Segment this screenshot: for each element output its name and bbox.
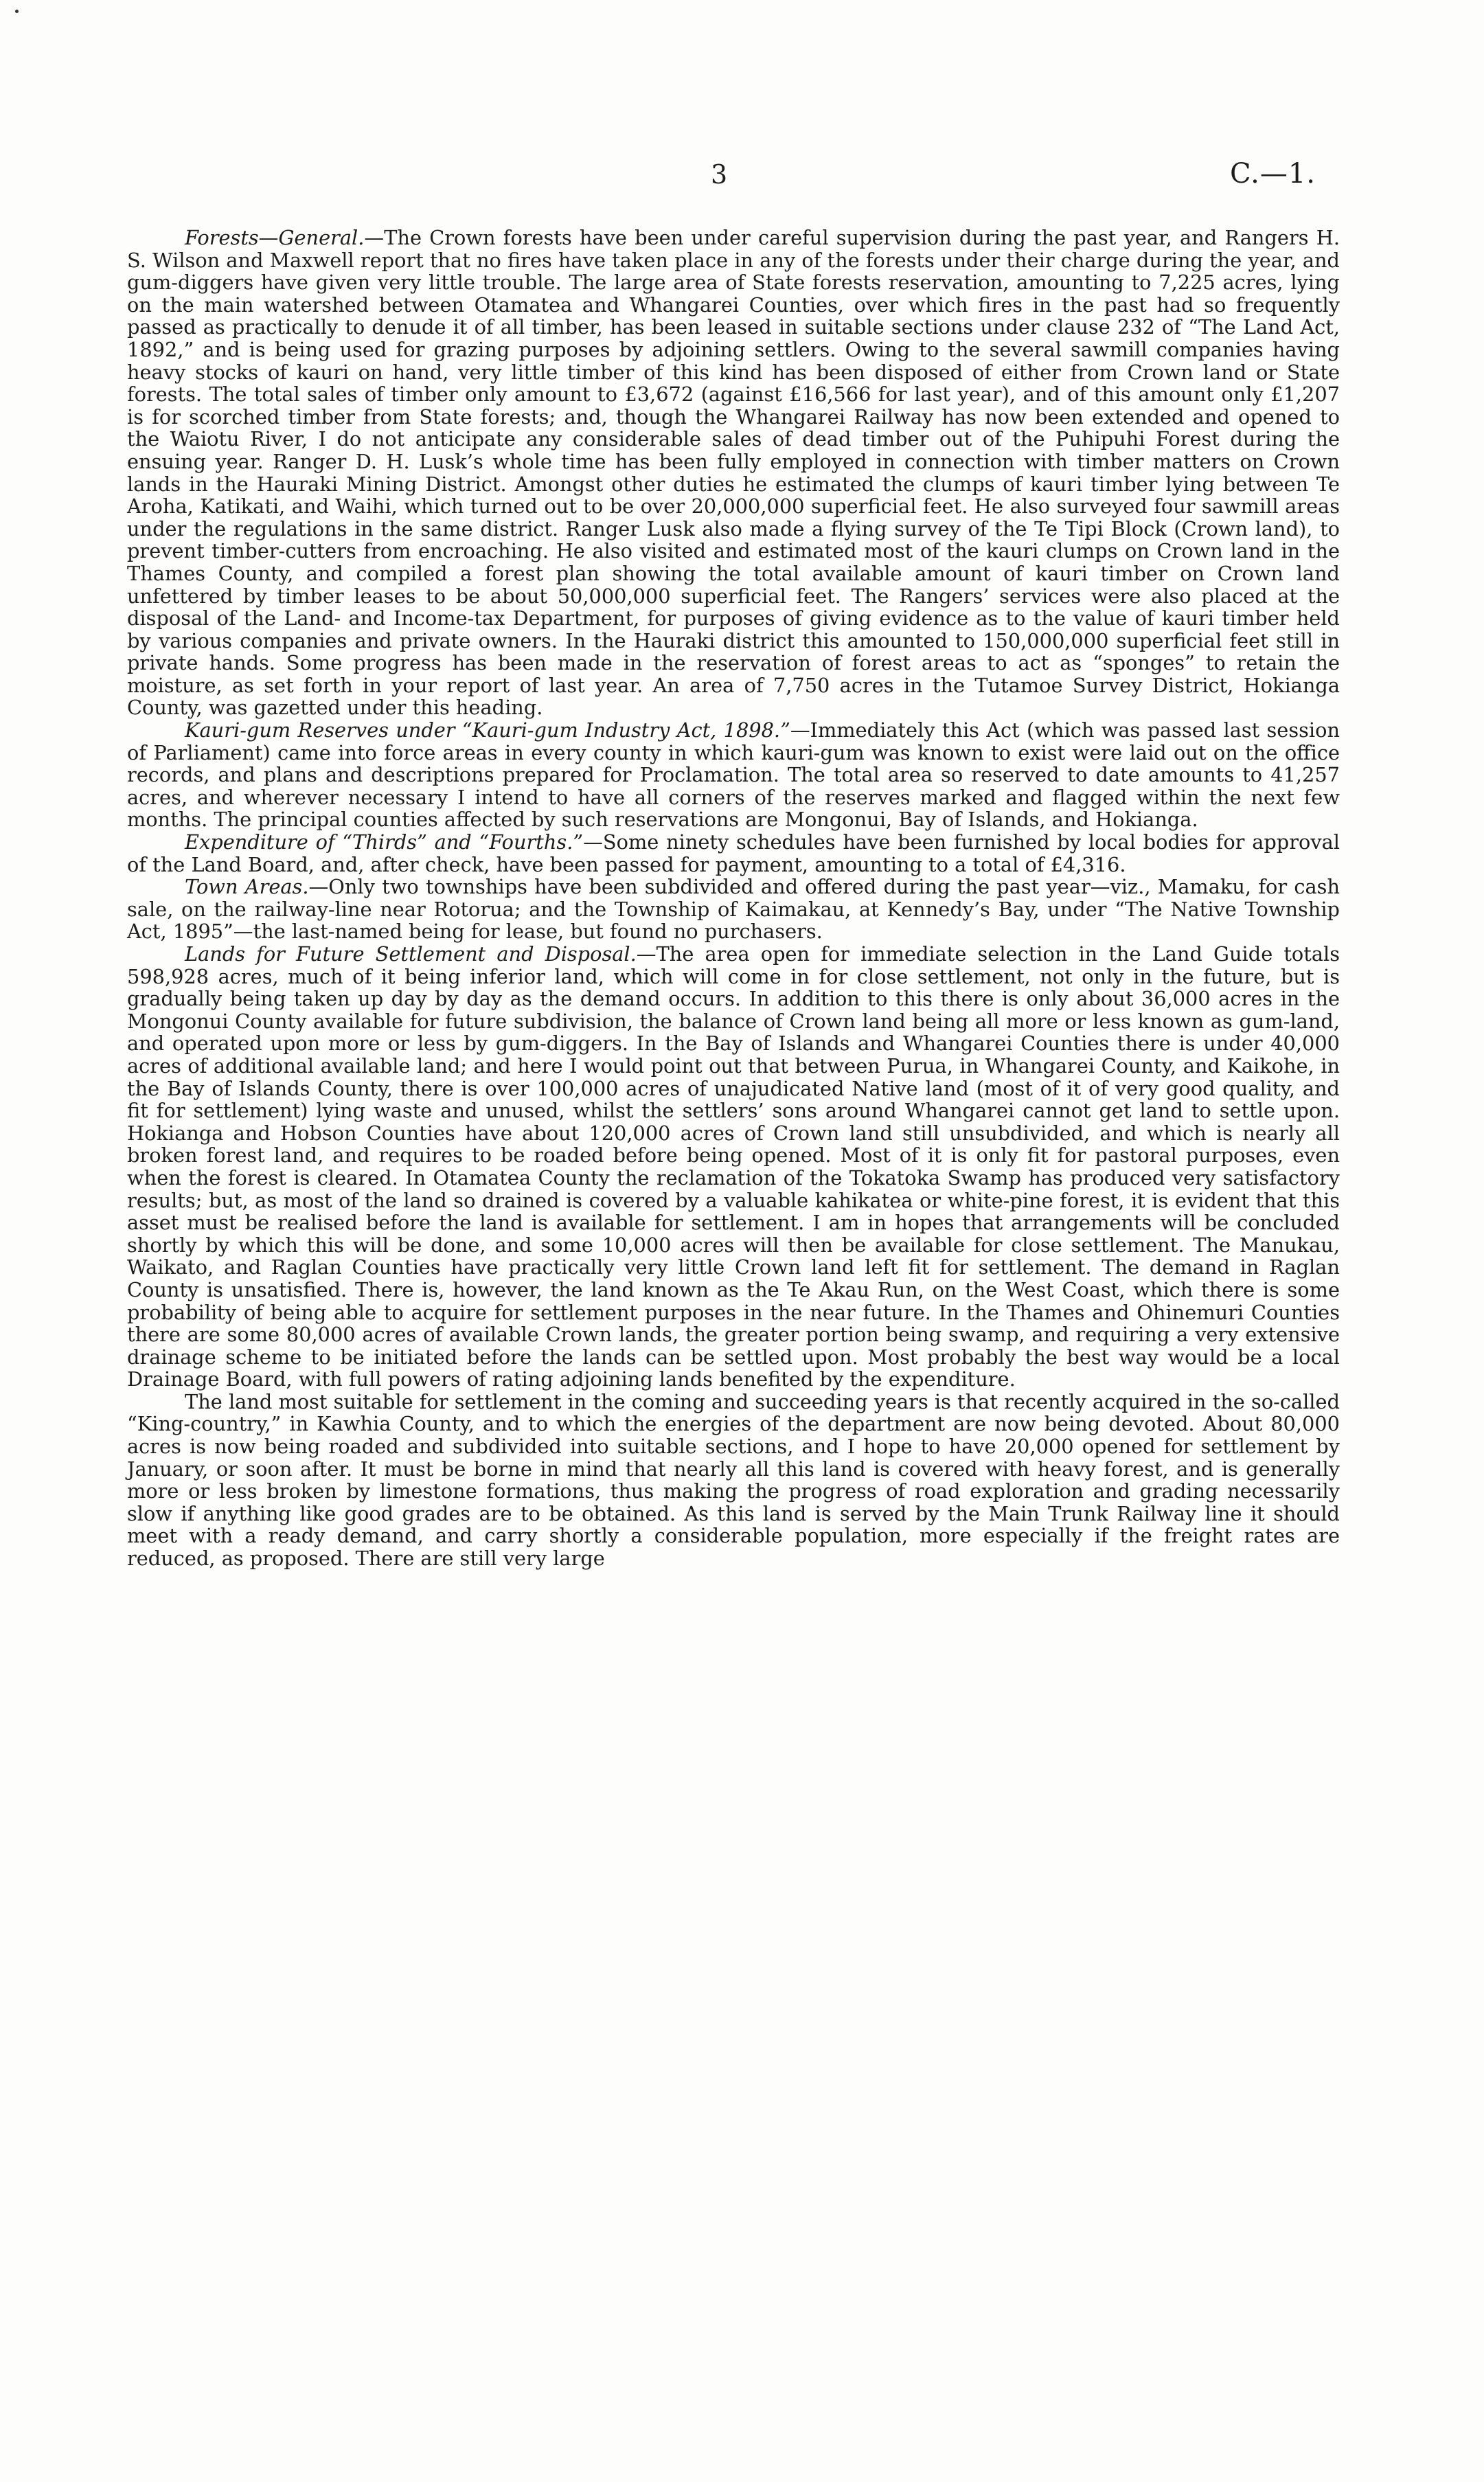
paragraph-heading: Town Areas. (185, 875, 309, 899)
paragraph-heading: Lands for Future Settlement and Disposal. (185, 942, 637, 966)
paragraph-king-country-land (127, 1391, 1340, 1570)
paragraph-text: —The area open for immediate selection in the Land Guide totals 598,928 acres, much of it being inferior land, which will come in for close settlement, not only in the future, but is gradually being taken up day by day as the demand occurs. In addition to this there is only about 36,000 acres in the Mongonui County available for future subdivision, the balance of Crown land being all more or less known as gum-land, and operated upon more or less by gum-diggers. In the Bay of Islands and Whangarei Counties there is under 40,000 acres of additional available land; and here I would point out that between Purua, in Whangarei County, and Kaikohe, in the Bay of Islands County, there is over 100,000 acres of unajudicated Native land (most of it of very good quality, and fit for settlement) lying waste and unused, whilst the settlers’ sons around Whangarei cannot get land to settle upon. Hokianga and Hobson Counties have about 120,000 acres of Crown land still unsubdivided, and which is nearly all broken forest land, and requires to be roaded before being opened. Most of it is only fit for pastoral purposes, even when the forest is cleared. In Otamatea County the reclamation of the Tokatoka Swamp has produced very satisfactory results; but, as most of the land so drained is covered by a valuable kahikatea or white-pine forest, it is evident that this asset must be realised before the land is available for settlement. I am in hopes that arrangements will be concluded shortly by which this will be done, and some 10,000 acres will then be available for close settlement. The Manukau, Waikato, and Raglan Counties have practically very little Crown land left fit for settlement. The demand in Raglan County is unsatisfied. There is, however, the land known as the Te Akau Run, on the West Coast, which there is some probability of being able to acquire for settlement purposes in the near future. In the Thames and Ohinemuri Counties there are some 80,000 acres of available Crown lands, the greater portion being swamp, and requiring a very extensive drainage scheme to be initiated before the lands can be settled upon. Most probably the best way would be a local Drainage Board, with full powers of rating adjoining lands benefited by the expenditure. (127, 942, 1340, 1391)
document-reference: C.—1. (1229, 158, 1316, 190)
paragraph-heading: Kauri-gum Reserves under “Kauri-gum Industry Act, 1898.” (185, 718, 790, 742)
paragraph-text: The land most suitable for settlement in the coming and succeeding years is that recently acquired in the so-called “King-country,” in Kawhia County, and to which the energies of the department are now being devoted. About 80,000 acres is now being roaded and subdivided into suitable sections, and I hope to have 20,000 opened for settlement by January, or soon after. It must be borne in mind that nearly all this land is covered with heavy forest, and is generally more or less broken by limestone formations, thus making the progress of road exploration and grading necessarily slow if anything like good grades are to be obtained. As this land is served by the Main Trunk Railway line it should meet with a ready demand, and carry shortly a considerable population, more especially if the freight rates are reduced, as proposed. There are still very large (127, 1389, 1340, 1571)
paragraph-text: —Only two townships have been subdivided and offered during the past year—viz., Mamaku, for cash sale, on the railway-line near Rotorua; and the Township of Kaimakau, at Kennedy’s Bay, under “The Native Township Act, 1895”—the last-named being for lease, but found no purchasers. (127, 875, 1340, 944)
paragraph-text: —Some ninety schedules have been furnished by local bodies for approval of the Land Board, and, after check, have been passed for payment, amounting to a total of £4,316. (127, 830, 1340, 876)
paragraph-lands-future-settlement (127, 943, 1340, 1391)
paragraph-heading: Expenditure of “Thirds” and “Fourths.” (185, 830, 584, 854)
paragraph-heading: Forests—General. (185, 226, 365, 249)
paragraph-text: —The Crown forests have been under careful supervision during the past year, and Rangers H. S. Wilson and Maxwell report that no fires have taken place in any of the forests under their charge during the year, and gum-diggers have given very little trouble. The large area of State forests reservation, amounting to 7,225 acres, lying on the main watershed between Otamatea and Whangarei Counties, over which fires in the past had so frequently passed as practically to denude it of all timber, has been leased in suitable sections under clause 232 of “The Land Act, 1892,” and is being used for grazing purposes by adjoining settlers. Owing to the several sawmill companies having heavy stocks of kauri on hand, very little timber of this kind has been disposed of either from Crown land or State forests. The total sales of timber only amount to £3,672 (against £16,566 for last year), and of this amount only £1,207 is for scorched timber from State forests; and, though the Whangarei Railway has now been extended and opened to the Waiotu River, I do not anticipate any considerable sales of dead timber out of the Puhipuhi Forest during the ensuing year. Ranger D. H. Lusk’s whole time has been fully employed in connection with timber matters on Crown lands in the Hauraki Mining District. Amongst other duties he estimated the clumps of kauri timber lying between Te Aroha, Katikati, and Waihi, which turned out to be over 20,000,000 superficial feet. He also surveyed four sawmill areas under the regulations in the same district. Ranger Lusk also made a flying survey of the Te Tipi Block (Crown land), to prevent timber-cutters from encroaching. He also visited and estimated most of the kauri clumps on Crown land in the Thames County, and compiled a forest plan showing the total available amount of kauri timber on Crown land unfettered by timber leases to be about 50,000,000 superficial feet. The Rangers’ services were also placed at the disposal of the Land- and Income-tax Department, for purposes of giving evidence as to the value of kauri timber held by various companies and private owners. In the Hauraki district this amounted to 150,000,000 superficial feet still in private hands. Some progress has been made in the reservation of forest areas to act as “sponges” to retain the moisture, as set forth in your report of last year. An area of 7,750 acres in the Tutamoe Survey District, Hokianga County, was gazetted under this heading. (127, 226, 1340, 720)
paragraph-text: —Immediately this Act (which was passed last session of Parliament) came into force areas in every county in which kauri-gum was known to exist were laid out on the office records, and plans and descriptions prepared for Proclamation. The total area so reserved to date amounts to 41,257 acres, and wherever necessary I intend to have all corners of the reserves marked and flagged within the next few months. The principal counties affected by such reservations are Mongonui, Bay of Islands, and Hokianga. (127, 718, 1340, 832)
paragraph-kauri-gum-reserves (127, 719, 1340, 831)
paragraph-expenditure-thirds-fourths (127, 831, 1340, 876)
scan-dot (15, 10, 19, 13)
paragraph-town-areas (127, 876, 1340, 943)
page-number: 3 (711, 159, 728, 190)
body-text (127, 227, 1340, 1570)
paragraph-forests-general (127, 227, 1340, 719)
